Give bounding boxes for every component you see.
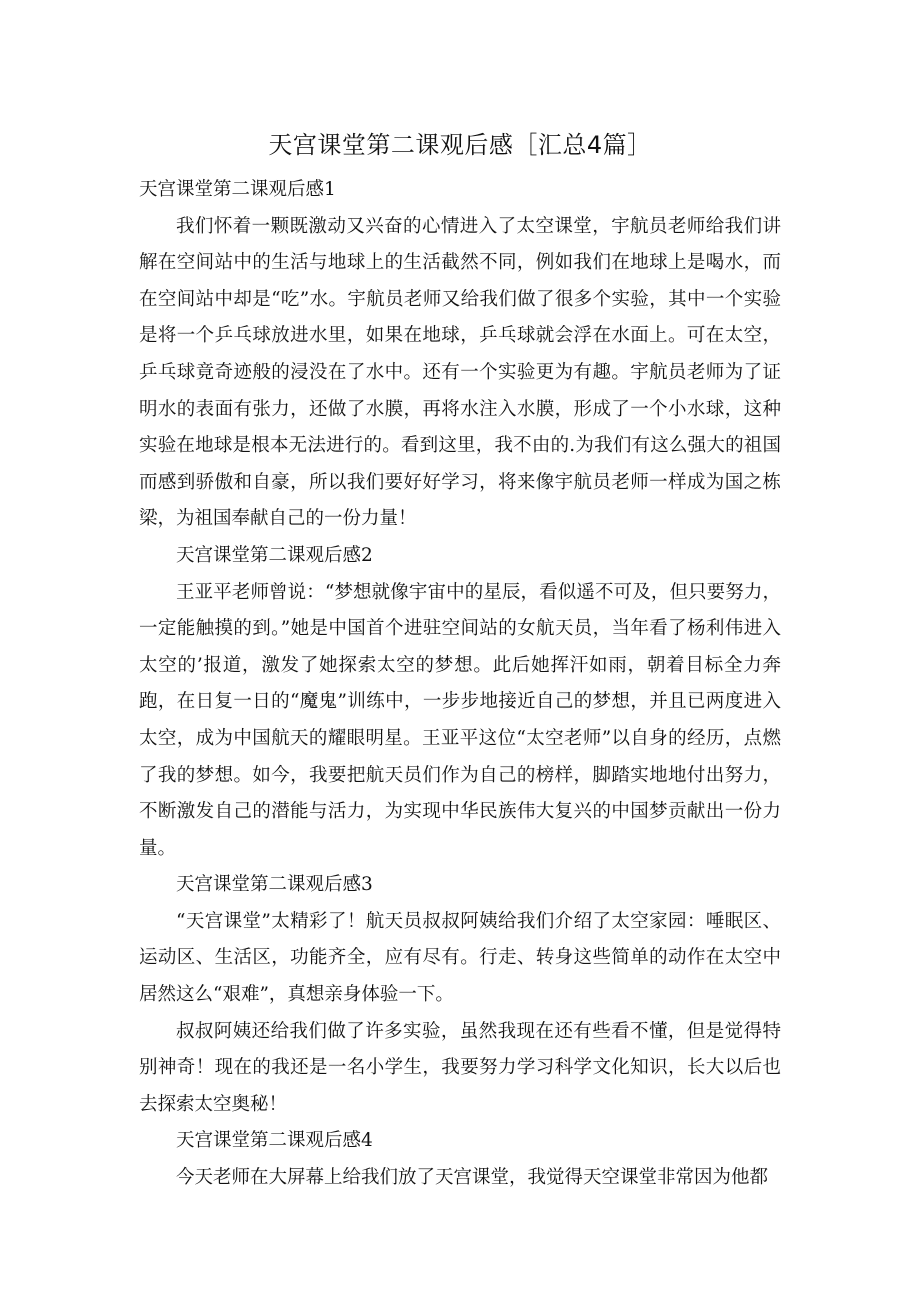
- section-heading: 天宫课堂第二课观后感4: [176, 1130, 373, 1152]
- section-heading: 天宫课堂第二课观后感2: [176, 544, 373, 566]
- document-body: [139, 172, 781, 1197]
- body-paragraph: 叔叔阿姨还给我们做了许多实验，虽然我现在还有些看不懂，但是觉得特别神奇！现在的我还是一名小学生，我要努力学习科学文化知识，长大以后也去探索太空奥秘！: [139, 1020, 781, 1115]
- section-heading: 天宫课堂第二课观后感3: [176, 874, 373, 896]
- body-paragraph: 王亚平老师曾说：“梦想就像宇宙中的星辰，看似遥不可及，但只要努力，一定能触摸的到。”她是中国首个进驻空间站的女航天员，当年看了杨利伟进入太空的’报道，激发了她探索太空的梦想。此后她挥汗如雨，朝着目标全力奔跑，在日复一日的“魔鬼”训练中，一步步地接近自己的梦想，并且已两度进入太空，成为中国航天的耀眼明星。王亚平这位“太空老师”以自身的经历，点燃了我的梦想。如今，我要把航天员们作为自己的榜样，脚踏实地地付出努力，不断激发自己的潜能与活力，为实现中华民族伟大复兴的中国梦贡献出一份力量。: [139, 581, 781, 859]
- body-paragraph: 我们怀着一颗既激动又兴奋的心情进入了太空课堂，宇航员老师给我们讲解在空间站中的生活与地球上的生活截然不同，例如我们在地球上是喝水，而在空间站中却是“吃”水。宇航员老师又给我们做了很多个实验，其中一个实验是将一个乒乓球放进水里，如果在地球，乒乓球就会浮在水面上。可在太空，乒乓球竟奇迹般的浸没在了水中。还有一个实验更为有趣。宇航员老师为了证明水的表面有张力，还做了水膜，再将水注入水膜，形成了一个小水球，这种实验在地球是根本无法进行的。看到这里，我不由的.为我们有这么强大的祖国而感到骄傲和自豪，所以我们要好好学习，将来像宇航员老师一样成为国之栋梁，为祖国奉献自己的一份力量！: [139, 215, 781, 530]
- body-paragraph: 今天老师在大屏幕上给我们放了天宫课堂，我觉得天空课堂非常因为他都: [176, 1167, 769, 1189]
- section-heading: 天宫课堂第二课观后感1: [139, 179, 336, 200]
- document-title: 天宫课堂第二课观后感［汇总4篇］: [268, 131, 652, 159]
- body-paragraph: “天宫课堂”太精彩了！航天员叔叔阿姨给我们介绍了太空家园：唾眠区、运动区、生活区，功能齐全，应有尽有。行走、转身这些简单的动作在太空中居然这么“艰难”，真想亲身体验一下。: [139, 910, 781, 1006]
